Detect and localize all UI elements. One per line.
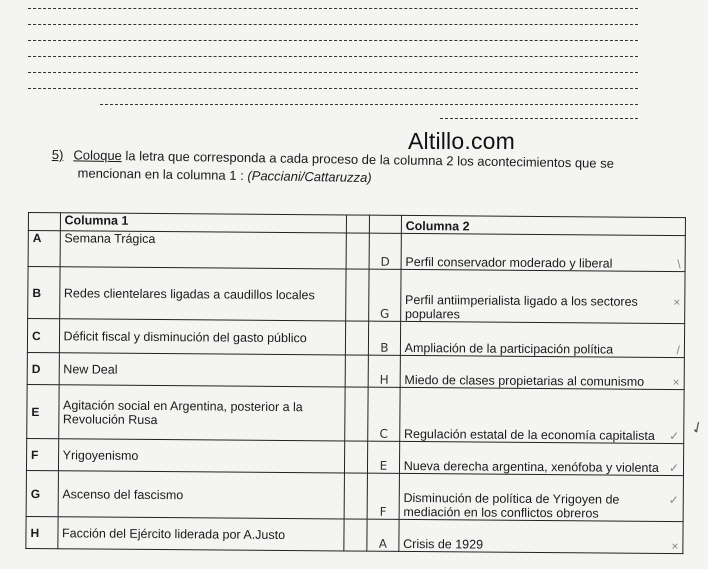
col2-header: Columna 2 [401, 215, 685, 235]
row-event: Déficit fiscal y disminución del gasto público [59, 319, 345, 355]
row-process [401, 233, 686, 271]
answer-line [28, 56, 638, 57]
answer-line [28, 24, 638, 25]
row-letter: E [27, 384, 59, 438]
answer-line [28, 72, 638, 73]
handwritten-answer: F [367, 473, 399, 519]
row-letter: G [26, 470, 58, 516]
handwritten-answer: E [368, 441, 400, 473]
grading-mark: / [676, 343, 680, 358]
handwritten-answer: H [368, 355, 400, 387]
row-process [399, 473, 684, 521]
grading-mark: × [673, 295, 681, 310]
question-text-2: mencionan en la columna 1 : [77, 165, 248, 184]
table-row [27, 319, 684, 358]
question-verb: Coloque [73, 147, 122, 164]
handwritten-answer: A [367, 519, 399, 551]
process-text: Miedo de clases propietarias al comunismo [404, 372, 645, 389]
col1-header: Columna 1 [60, 213, 346, 233]
row-letter: B [28, 267, 60, 319]
row-process [399, 441, 683, 475]
question-5 [51, 146, 651, 191]
handwritten-answer: C [368, 387, 400, 441]
table-row [26, 438, 683, 475]
row-letter: C [27, 319, 59, 353]
gap-cell [346, 215, 370, 233]
row-event: Ascenso del fascismo [58, 471, 345, 519]
grading-mark: × [671, 539, 679, 554]
grading-mark: ✓ [669, 429, 680, 444]
table-row [28, 231, 685, 272]
table-row [26, 516, 683, 553]
process-text: Nueva derecha argentina, xenófoba y violenta [403, 458, 659, 475]
process-text: Perfil antiimperialista ligado a los sectores populares [404, 292, 638, 322]
answer-line [28, 88, 638, 89]
gap-cell [345, 321, 369, 355]
answer-line [28, 40, 638, 41]
process-text: Perfil conservador moderado y liberal [405, 254, 613, 271]
process-text: Disminución de política de Yrigoyen de mediación en los conflictos obreros [403, 490, 620, 521]
gap-cell [344, 387, 368, 441]
row-process [400, 269, 685, 323]
row-event: Yrigoyenismo [58, 439, 344, 473]
answer-line [28, 8, 638, 9]
row-letter: F [26, 438, 58, 470]
handwritten-answer: D [369, 233, 401, 269]
row-process [400, 321, 684, 357]
table-row [26, 470, 683, 521]
gap-cell [346, 233, 370, 269]
table-row [28, 267, 685, 324]
gap-cell [344, 473, 368, 519]
question-source: (Pacciani/Cattaruzza) [247, 168, 372, 186]
check-mark: ✓ [687, 417, 708, 439]
row-event: Semana Trágica [60, 231, 346, 269]
question-number: 5) [51, 146, 64, 163]
gap-cell [344, 441, 368, 473]
handwritten-answer: B [369, 321, 401, 355]
handwritten-answer: G [369, 269, 401, 321]
matching-table [25, 212, 686, 554]
question-text: la letra que corresponda a cada proceso de la columna 2 los acontecimientos que se [121, 148, 615, 171]
table-row [27, 384, 684, 443]
row-event: Agitación social en Argentina, posterior a la Revolución Rusa [58, 385, 345, 441]
row-letter: D [27, 352, 59, 384]
gap-cell [345, 269, 369, 321]
watermark: Altillo.com [408, 128, 516, 154]
grading-mark: × [672, 375, 680, 390]
process-text: Regulación estatal de la economía capitalista [403, 426, 655, 443]
answer-line [100, 104, 638, 105]
row-letter: A [28, 231, 60, 267]
gap-cell [344, 519, 368, 551]
grading-mark: ✓ [668, 461, 680, 476]
row-event: Redes clientelares ligadas a caudillos locales [59, 267, 346, 321]
table-row [27, 352, 684, 389]
row-event: New Deal [59, 353, 345, 387]
grading-mark: ✓ [668, 493, 679, 508]
row-letter: H [26, 516, 58, 548]
process-text: Ampliación de la participación política [404, 340, 614, 357]
row-process [399, 387, 684, 443]
answer-line [440, 118, 638, 119]
process-text: Crisis de 1929 [403, 536, 484, 552]
header-blank [28, 213, 60, 231]
row-process [399, 519, 683, 553]
row-event: Facción del Ejército liderada por A.Justo [57, 517, 343, 551]
gap-cell [345, 355, 369, 387]
answer-header-blank [370, 215, 402, 233]
grading-mark: \ [677, 257, 681, 272]
row-process [400, 355, 684, 389]
